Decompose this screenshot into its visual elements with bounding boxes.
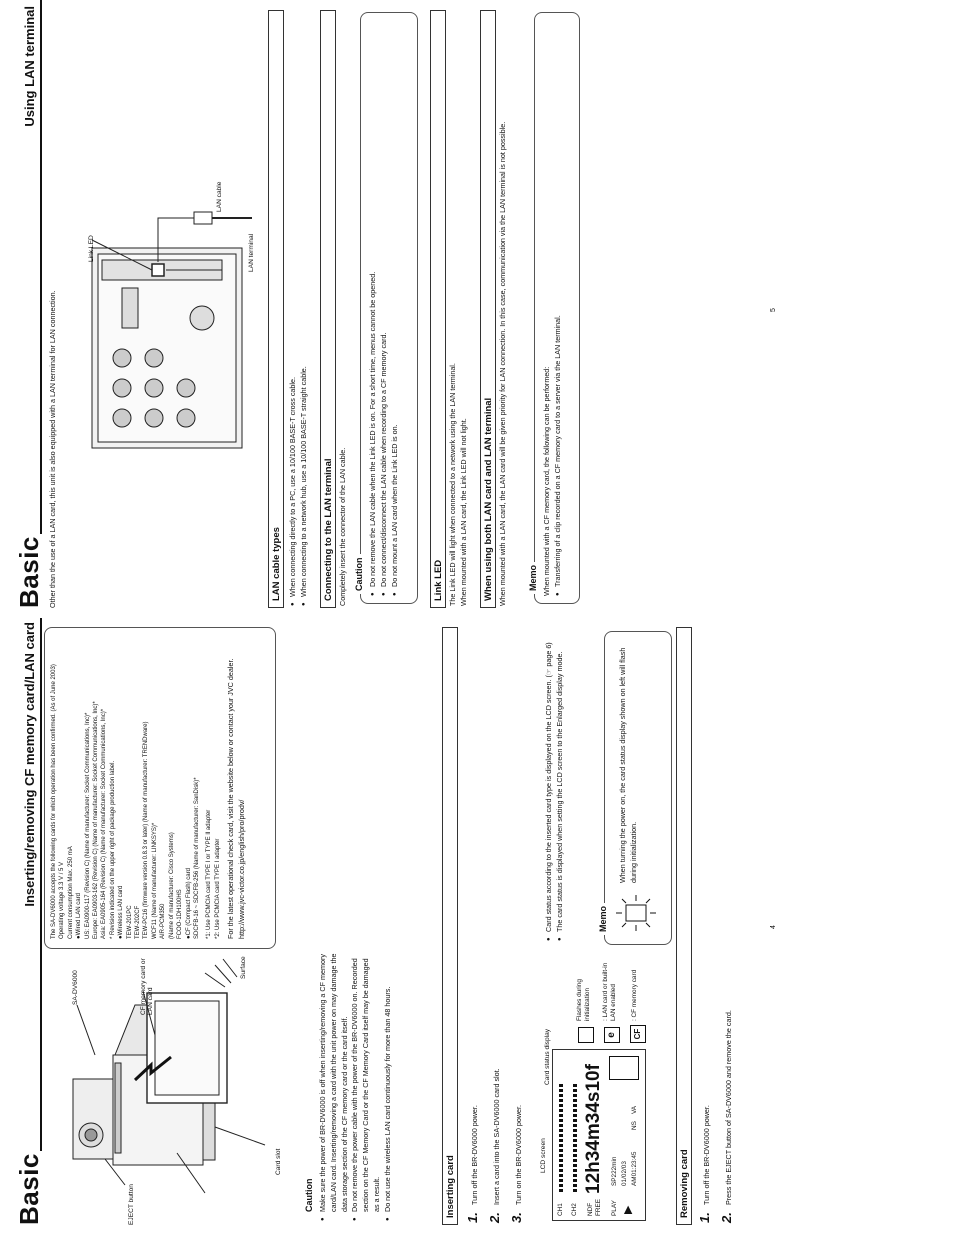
info-line: Europe: EA0903-162 (Revision C) (Name of manufacturer: Socket Communications, Inc)* bbox=[93, 701, 100, 939]
label-sa-dv6000: SA-DV6000 bbox=[72, 970, 79, 1005]
caution-list bbox=[318, 949, 394, 1221]
note-item: ● Card status according to the inserted card type is displayed on the LCD screen. (☞ page 6) bbox=[544, 635, 555, 941]
info-line: Asia: EA0905-164 (Revision C) (Name of manufacturer: Socket Communications, Inc)* bbox=[101, 708, 108, 939]
page-number-4: 4 bbox=[770, 925, 777, 929]
lcd-sp: SP222min bbox=[611, 1156, 618, 1186]
removing-card-header bbox=[676, 627, 692, 1225]
page-4 bbox=[0, 618, 954, 1235]
rear-panel-illustration bbox=[62, 168, 262, 468]
basic-heading: Basic bbox=[14, 536, 44, 608]
section-title: Removing card bbox=[679, 1149, 690, 1218]
legend-text: Flashes during initialization bbox=[576, 979, 591, 1021]
label-link-led: Link LED bbox=[88, 235, 95, 262]
memo-title: Memo bbox=[598, 903, 608, 935]
info-line: AIR-PCM350 bbox=[160, 903, 167, 939]
step-text: Insert a card into the SA-DV6000 card slot. bbox=[492, 1068, 501, 1205]
caution-item: ● Make sure the power of BR-DV6000 is off when inserting/removing a CF memory card/LAN card. Inserting/removing a card with the unit power on may damage the data storage section of the CF memory card or the card itself. bbox=[318, 949, 350, 1221]
lcd-time: AM01:23:45 bbox=[631, 1151, 638, 1186]
label-eject-button: EJECT button bbox=[128, 1184, 135, 1225]
page-number-5: 5 bbox=[770, 308, 777, 312]
step bbox=[698, 633, 720, 1223]
info-line: US: EA0900-117 (Revision C) (Name of manufacturer: Socket Communications, Inc)* bbox=[84, 712, 91, 939]
link-led-text bbox=[448, 12, 470, 606]
section-title: When using both LAN card and LAN terminal bbox=[483, 397, 494, 601]
step bbox=[720, 633, 742, 1223]
info-line: TEW-201PC bbox=[126, 905, 133, 939]
memo-text bbox=[542, 20, 564, 596]
lcd-label: LCD screen bbox=[540, 1138, 547, 1173]
lcd-ns: NS bbox=[631, 1121, 638, 1130]
lan-card-icon: e bbox=[604, 1027, 620, 1043]
link-led-line: The Link LED will light when connected to a network using the LAN terminal. bbox=[448, 363, 457, 606]
caution-title: Caution bbox=[304, 1176, 314, 1216]
title-rule bbox=[40, 0, 42, 534]
section-title: Inserting card bbox=[445, 1155, 456, 1218]
memo-item: ● Transferring of a clip recorded on a CF memory card to a server via the LAN terminal. bbox=[553, 20, 564, 596]
info-line: FCOO-1DH100HS bbox=[177, 889, 184, 939]
card-status-display-label: Card status display bbox=[544, 1028, 551, 1085]
lcd-level-meter-1 bbox=[559, 1082, 563, 1192]
memo-list bbox=[553, 20, 564, 596]
info-line: The SA-DV6000 accepts the following cards for which operation has been confirmed. (As of June 2003) bbox=[51, 664, 57, 939]
cable-type-item: ● When connecting to a network hub, use a 10/100 BASE-T straight cable. bbox=[299, 12, 310, 606]
lcd-va: VA bbox=[631, 1105, 638, 1114]
label-lan-terminal: LAN terminal bbox=[248, 233, 255, 272]
step bbox=[488, 633, 510, 1223]
both-cards-text: When mounted with a LAN card, the LAN card will be given priority for LAN connection. In this case, communication via the LAN terminal is not possible. bbox=[498, 121, 507, 606]
step-text: Turn off the BR-DV6000 power. bbox=[702, 1105, 711, 1205]
page-title: Inserting/removing CF memory card/LAN card bbox=[22, 622, 37, 907]
legend-text: : CF memory card bbox=[631, 969, 638, 1021]
card-status-notes bbox=[544, 635, 566, 941]
info-line: WCF11 (Name of manufacturer: LINKSYS)* bbox=[151, 822, 158, 939]
info-line: * Revision indicated on the upper right of package production label. bbox=[109, 760, 116, 939]
legend-text: : LAN card or built-in LAN enabled bbox=[602, 962, 617, 1021]
memo-title: Memo bbox=[528, 562, 538, 594]
caution-item: ● Do not connect/disconnect the LAN cable when recording to a CF memory card. bbox=[379, 20, 390, 596]
memo-text: When turning the power on, the card status display shown on left will flash during initialization. bbox=[618, 647, 638, 883]
info-line: ●CF (Compact Flash) card bbox=[185, 868, 192, 939]
lcd-date: 01/02/03 bbox=[621, 1161, 628, 1186]
connecting-text: Completely insert the connector of the LAN cable. bbox=[338, 447, 347, 606]
note-item: ● The card status is displayed when setting the LCD screen to the Enlarged display mode. bbox=[555, 635, 566, 941]
section-title: Connecting to the LAN terminal bbox=[323, 458, 334, 601]
info-footnote: *1: Use PCMCIA card TYPE Ⅰ or TYPE Ⅱ adapter bbox=[206, 809, 213, 939]
lcd-ch2: CH2 bbox=[571, 1203, 578, 1216]
lcd-ch1: CH1 bbox=[557, 1203, 564, 1216]
play-icon: ▶ bbox=[622, 1205, 634, 1214]
inserting-card-header bbox=[442, 627, 458, 1225]
caution-item: ● Do not mount a LAN card when the Link LED is on. bbox=[390, 20, 401, 596]
removing-steps bbox=[698, 633, 742, 1223]
flashing-card-illustration-icon bbox=[614, 891, 658, 935]
lcd-ndf: NDF bbox=[587, 1202, 594, 1216]
info-line: SDCFB-16 ~ SDCFB-256 (Name of manufacturer: SanDisk)* bbox=[193, 777, 200, 939]
lcd-timecode: 12h34m34s10f bbox=[583, 1064, 604, 1194]
step-text: Turn off the BR-DV6000 power. bbox=[470, 1105, 479, 1205]
step-number: 1. bbox=[697, 1212, 712, 1223]
info-line: Current consumption Max. 250 mA bbox=[67, 846, 74, 939]
info-line: TEW-202CF bbox=[135, 905, 142, 939]
label-cf-card: CF memory card or LAN card bbox=[140, 958, 154, 1015]
caution-item: ● Do not use the wireless LAN card continuously for more than 48 hours. bbox=[383, 949, 394, 1221]
lcd-play: PLAY bbox=[611, 1200, 618, 1216]
card-status-icon bbox=[609, 1056, 639, 1080]
both-cards-header bbox=[480, 10, 496, 608]
info-line: TEW-PC16 (firmware version 0.8.3 or later) (Name of manufacturer: TRENDware) bbox=[143, 721, 150, 939]
info-website-url[interactable]: http://www.jvc-victor.co.jp/english/pro/prodv/ bbox=[236, 799, 246, 939]
info-website-note: For the latest operational check card, visit the website below or contact your JVC dealer. bbox=[226, 658, 236, 939]
step-text: Press the EJECT button of SA-DV6000 and remove the card. bbox=[724, 1010, 733, 1205]
step-text: Turn on the BR-DV6000 power. bbox=[514, 1104, 523, 1205]
step bbox=[510, 633, 532, 1223]
cable-type-item: ● When connecting directly to a PC, use a 10/100 BASE-T cross cable. bbox=[288, 12, 299, 606]
caution-item: ● Do not remove the power cable with the power of the BR-DV6000 on. Recorded section on the CF Memory Card or the CF Memory Card itself may be damaged as a result. bbox=[350, 949, 382, 1221]
link-led-line: When mounted with a LAN card, the Link LED will not light. bbox=[458, 418, 468, 606]
connecting-header bbox=[320, 10, 336, 608]
flashing-card-icon bbox=[578, 1027, 594, 1043]
info-footnote: *2: Use PCMCIA card TYPE Ⅰ adapter bbox=[214, 838, 221, 939]
caution-list bbox=[368, 20, 400, 596]
intro-text: Other than the use of a LAN card, this unit is also equipped with a LAN terminal for LAN connection. bbox=[48, 290, 57, 608]
memo-line: When mounted with a CF memory card, the following can be performed: bbox=[542, 366, 551, 596]
label-lan-cable: LAN cable bbox=[216, 181, 223, 212]
label-surface: Surface bbox=[240, 956, 247, 979]
lcd-free: FREE bbox=[595, 1198, 602, 1216]
lan-cable-types-header bbox=[268, 10, 284, 608]
info-line: ●Wireless LAN card bbox=[118, 885, 125, 939]
step-number: 3. bbox=[509, 1212, 524, 1223]
basic-heading: Basic bbox=[14, 1153, 44, 1225]
legend-row bbox=[576, 949, 602, 1043]
inserting-steps bbox=[466, 633, 532, 1223]
title-rule bbox=[40, 618, 42, 1151]
link-led-header bbox=[430, 10, 446, 608]
compatible-cards-text bbox=[50, 639, 248, 939]
info-line: ●Wired LAN card bbox=[76, 893, 83, 939]
info-line: (Name of manufacturer: Cisco Systems) bbox=[168, 832, 175, 939]
lan-cable-types-list bbox=[288, 12, 310, 606]
cf-card-icon: CF bbox=[630, 1025, 646, 1043]
legend-row bbox=[628, 949, 654, 1043]
section-title: Link LED bbox=[433, 559, 444, 601]
legend-row bbox=[602, 949, 628, 1043]
step-number: 2. bbox=[487, 1212, 502, 1223]
lcd-screen bbox=[552, 1049, 646, 1221]
section-title: LAN cable types bbox=[271, 527, 282, 601]
label-card-slot: Card slot bbox=[275, 1148, 282, 1175]
card-status-legend bbox=[576, 949, 654, 1043]
caution-title: Caution bbox=[354, 555, 364, 595]
step bbox=[466, 633, 488, 1223]
step-number: 2. bbox=[719, 1212, 734, 1223]
page-title: Using LAN terminal bbox=[22, 6, 37, 127]
card-slot-illustration bbox=[55, 955, 305, 1205]
info-line: Operating voltage 3.3 V / 5 V bbox=[59, 861, 66, 939]
caution-item: ● Do not remove the LAN cable when the Link LED is on. For a short time, menus cannot be opened. bbox=[368, 20, 379, 596]
lcd-level-meter-2 bbox=[573, 1082, 577, 1192]
step-number: 1. bbox=[465, 1212, 480, 1223]
